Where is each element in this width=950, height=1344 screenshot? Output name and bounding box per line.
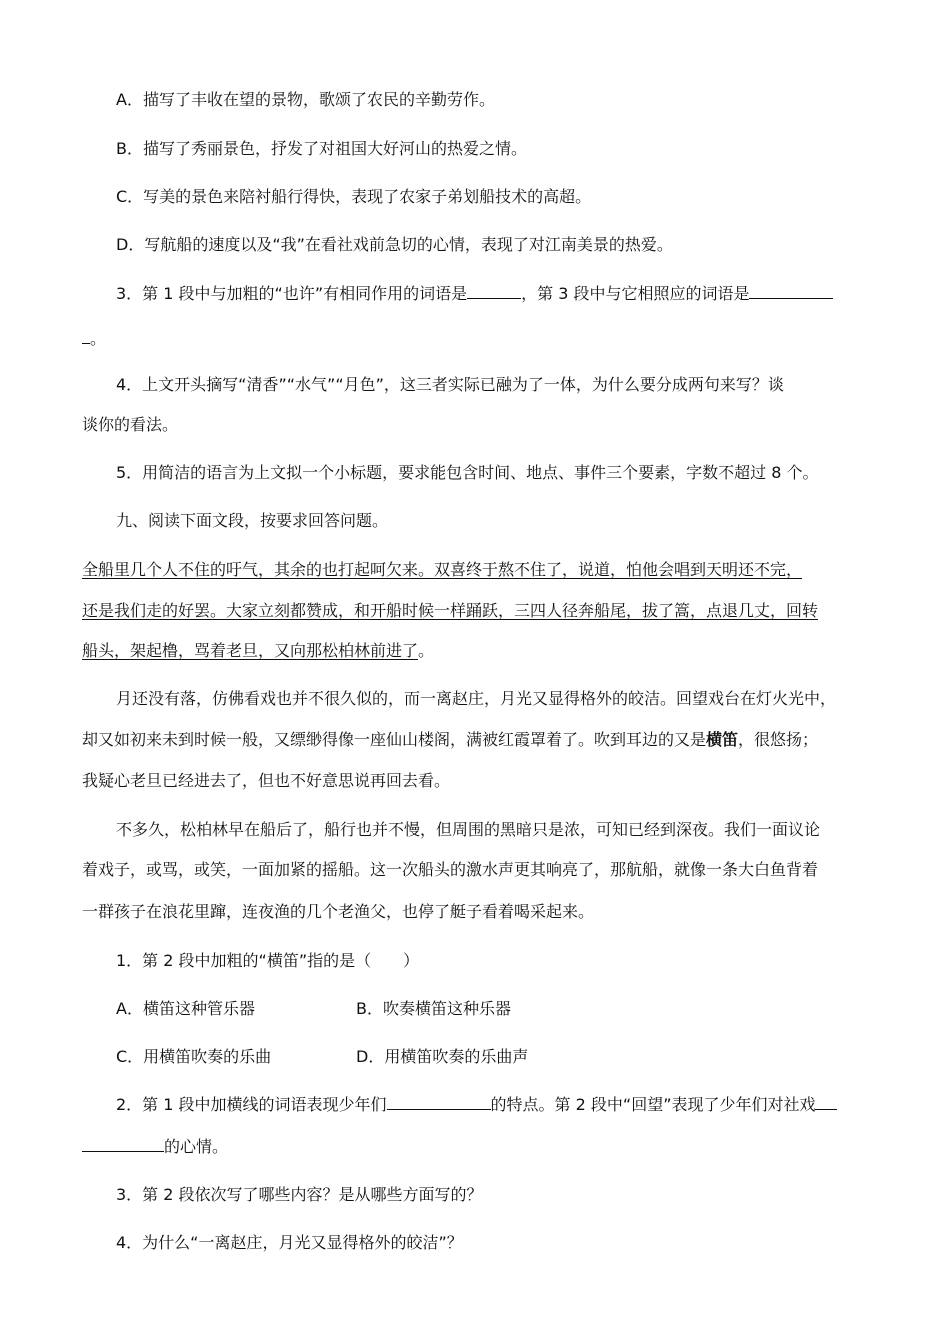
passage-p2-line2: 却又如初来未到时候一般，又缥缈得像一座仙山楼阁，满被红霞罩着了。吹到耳边的又是横笛，很悠扬； bbox=[82, 730, 819, 749]
s9-question-1: 1．第 2 段中加粗的“横笛”指的是（ ） bbox=[116, 951, 420, 970]
s9-option-c: C．用横笛吹奏的乐曲 bbox=[116, 1047, 272, 1066]
s9-question-3: 3．第 2 段依次写了哪些内容？是从哪些方面写的？ bbox=[116, 1185, 483, 1204]
passage-p3-line2: 着戏子，或骂，或笑，一面加紧的摇船。这一次船头的激水声更其响亮了，那航船，就像一条大白鱼背着 bbox=[82, 860, 819, 879]
option-a: A．描写了丰收在望的景物，歌颂了农民的辛勤劳作。 bbox=[116, 90, 495, 109]
s9-question-2: 2．第 1 段中加横线的词语表现少年们 的特点。第 2 段中“回望”表现了少年们对社戏 bbox=[116, 1094, 837, 1116]
question-3-continuation: 。 bbox=[82, 328, 106, 350]
s9-question-4: 4．为什么“一离赵庄，月光又显得格外的皎洁”？ bbox=[116, 1233, 463, 1252]
s9-option-b: B．吹奏横笛这种乐器 bbox=[356, 999, 511, 1018]
passage-p2-line3: 我疑心老旦已经进去了，但也不好意思说再回去看。 bbox=[82, 771, 451, 790]
passage-p3-line3: 一群孩子在浪花里蹿，连夜渔的几个老渔父，也停了艇子看着喝采起来。 bbox=[82, 902, 595, 921]
passage-p2-line1: 月还没有落，仿佛看戏也并不很久似的，而一离赵庄，月光又显得格外的皎洁。回望戏台在灯火光中， bbox=[116, 689, 837, 708]
s9-option-a: A．横笛这种管乐器 bbox=[116, 999, 255, 1018]
s9-option-d: D．用横笛吹奏的乐曲声 bbox=[356, 1047, 529, 1066]
answer-blank[interactable] bbox=[82, 1136, 164, 1152]
question-3: 3．第 1 段中与加粗的“也许”有相同作用的词语是 ，第 3 段中与它相照应的词语是 bbox=[116, 283, 833, 305]
s9-question-2-continuation: 的心情。 bbox=[82, 1136, 228, 1158]
answer-blank[interactable] bbox=[815, 1094, 837, 1110]
passage-p3-line1: 不多久，松柏林早在船后了，船行也并不慢，但周围的黑暗只是浓，可知已经到深夜。我们一面议论 bbox=[116, 820, 821, 839]
question-4-line1: 4．上文开头摘写“清香”“水气”“月色”，这三者实际已融为了一体，为什么要分成两句来写？谈 bbox=[116, 375, 784, 394]
section-heading: 九、阅读下面文段，按要求回答问题。 bbox=[116, 511, 389, 530]
passage-p1-line2: 还是我们走的好罢。大家立刻都赞成，和开船时候一样踊跃，三四人径奔船尾，拔了篙，点退几丈，回转 bbox=[82, 601, 819, 620]
passage-p1-line1: 全船里几个人不住的吁气，其余的也打起呵欠来。双喜终于熬不住了，说道，怕他会唱到天明还不完， bbox=[82, 560, 803, 579]
passage-p1-line3: 船头，架起橹，骂着老旦，又向那松柏林前进了。 bbox=[82, 641, 435, 660]
question-5: 5．用简洁的语言为上文拟一个小标题，要求能包含时间、地点、事件三个要素，字数不超过 8 个。 bbox=[116, 463, 819, 482]
answer-blank[interactable] bbox=[467, 283, 521, 299]
answer-blank[interactable] bbox=[82, 328, 90, 344]
answer-blank[interactable] bbox=[387, 1094, 491, 1110]
bold-term: 横笛 bbox=[706, 730, 739, 749]
question-4-line2: 谈你的看法。 bbox=[82, 415, 179, 434]
option-b: B．描写了秀丽景色，抒发了对祖国大好河山的热爱之情。 bbox=[116, 139, 527, 158]
answer-blank[interactable] bbox=[749, 283, 833, 299]
option-c: C．写美的景色来陪衬船行得快，表现了农家子弟划船技术的高超。 bbox=[116, 187, 592, 206]
option-d: D．写航船的速度以及“我”在看社戏前急切的心情，表现了对江南美景的热爱。 bbox=[116, 235, 673, 254]
